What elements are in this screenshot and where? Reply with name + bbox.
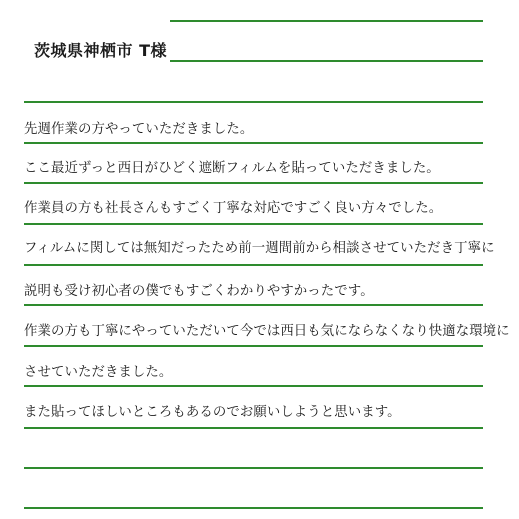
header-rule-name [170,60,483,62]
ruled-line [24,345,483,347]
ruled-line [24,427,483,429]
recipient-name: 茨城県神栖市 T様 [34,41,167,60]
ruled-line [24,304,483,306]
ruled-line [24,101,483,103]
ruled-line [24,223,483,225]
letter-line-5: 説明も受け初心者の僕でもすごくわかりやすかったです。 [24,284,374,299]
ruled-line [24,264,483,266]
letter-line-6: 作業の方も丁寧にやっていただいて今では西日も気にならなくなり快適な環境に [24,324,510,339]
ruled-line [24,182,483,184]
letter-line-7: させていただきました。 [24,365,173,380]
ruled-line [24,507,483,509]
ruled-line [24,385,483,387]
letter-line-4: フィルムに関しては無知だったため前一週間前から相談させていただき丁寧に [24,241,495,256]
letter-line-1: 先週作業の方やっていただきました。 [24,122,254,137]
ruled-line [24,142,483,144]
letter-line-8: また貼ってほしいところもあるのでお願いしようと思います。 [24,405,401,420]
letter-line-2: ここ最近ずっと西日がひどく遮断フィルムを貼っていただきました。 [24,161,440,176]
ruled-line [24,467,483,469]
letter-line-3: 作業員の方も社長さんもすごく丁寧な対応ですごく良い方々でした。 [24,201,443,216]
header-rule-top [170,20,483,22]
